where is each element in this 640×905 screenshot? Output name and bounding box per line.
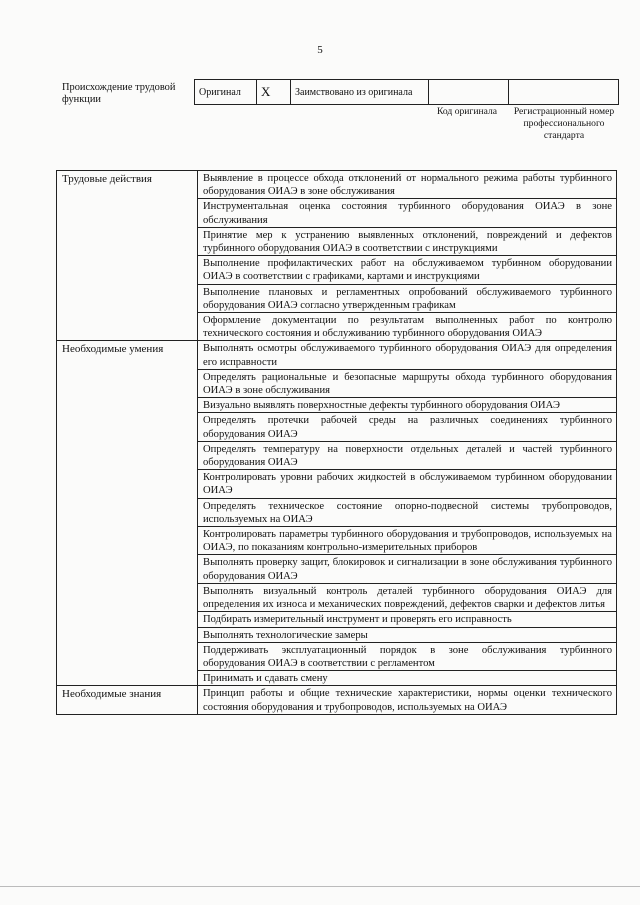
item-cell: Определять протечки рабочей среды на различных соединениях турбинного оборудования ОИАЭ: [198, 413, 617, 441]
item-cell: Выполнение плановых и регламентных опробований обслуживаемого турбинного оборудования ОИАЭ согласно утвержденным графикам: [198, 284, 617, 312]
borrowed-label: Заимствовано из оригинала: [291, 80, 429, 105]
original-mark: X: [257, 80, 291, 105]
table-row: [57, 341, 617, 369]
item-cell: Оформление документации по результатам выполненных работ по контролю технического состояния и обслуживанию турбинного оборудования ОИАЭ: [198, 313, 617, 341]
labor-function-table: [56, 170, 617, 715]
page-number: 5: [317, 44, 323, 56]
origin-table: [194, 79, 619, 105]
item-cell: Подбирать измерительный инструмент и проверять его исправность: [198, 612, 617, 627]
code-cell: [429, 80, 509, 105]
table-row: [57, 686, 617, 714]
item-cell: Выполнять технологические замеры: [198, 627, 617, 642]
category-cell: Необходимые знания: [57, 686, 198, 714]
item-cell: Определять рациональные и безопасные маршруты обхода турбинного оборудования ОИАЭ в зоне обслуживания: [198, 369, 617, 397]
reg-number-cell: [509, 80, 619, 105]
original-label: Оригинал: [195, 80, 257, 105]
origin-label: Происхождение трудовой функции: [62, 82, 176, 105]
code-caption: Код оригинала: [436, 106, 498, 117]
item-cell: Выполнение профилактических работ на обслуживаемом турбинном оборудовании ОИАЭ в соответствии с графиками, картами и инструкциями: [198, 256, 617, 284]
category-cell: Необходимые умения: [57, 341, 198, 686]
item-cell: Принятие мер к устранению выявленных отклонений, повреждений и дефектов турбинного оборудования ОИАЭ в соответствии с инструкциями: [198, 227, 617, 255]
item-cell: Выполнять осмотры обслуживаемого турбинного оборудования ОИАЭ для определения его исправности: [198, 341, 617, 369]
labor-function-body: [57, 171, 617, 715]
table-row: [57, 171, 617, 199]
item-cell: Определять техническое состояние опорно-подвесной системы трубопроводов, используемых на ОИАЭ: [198, 498, 617, 526]
category-cell: Трудовые действия: [57, 171, 198, 341]
item-cell: Определять температуру на поверхности отдельных деталей и частей турбинного оборудования ОИАЭ: [198, 441, 617, 469]
item-cell: Выявление в процессе обхода отклонений от нормального режима работы турбинного оборудования ОИАЭ в зоне обслуживания: [198, 171, 617, 199]
item-cell: Инструментальная оценка состояния турбинного оборудования ОИАЭ в зоне обслуживания: [198, 199, 617, 227]
item-cell: Контролировать параметры турбинного оборудования и трубопроводов, используемых на ОИАЭ, по показаниям контрольно-измерительных приборов: [198, 527, 617, 555]
page-bottom-rule: [0, 886, 640, 887]
item-cell: Поддерживать эксплуатационный порядок в зоне обслуживания турбинного оборудования ОИАЭ в соответствии с регламентом: [198, 642, 617, 670]
item-cell: Контролировать уровни рабочих жидкостей в обслуживаемом турбинном оборудовании ОИАЭ: [198, 470, 617, 498]
item-cell: Выполнять проверку защит, блокировок и сигнализации в зоне обслуживания турбинного оборудования ОИАЭ: [198, 555, 617, 583]
item-cell: Принимать и сдавать смену: [198, 671, 617, 686]
item-cell: Принцип работы и общие технические характеристики, нормы оценки технического состояния оборудования и трубопроводов, используемых на ОИАЭ: [198, 686, 617, 714]
item-cell: Визуально выявлять поверхностные дефекты турбинного оборудования ОИАЭ: [198, 398, 617, 413]
reg-caption: Регистрационный номер профессионального стандарта: [513, 106, 615, 141]
item-cell: Выполнять визуальный контроль деталей турбинного оборудования ОИАЭ для определения их износа и механических повреждений, дефектов сварки и дефектов литья: [198, 583, 617, 611]
